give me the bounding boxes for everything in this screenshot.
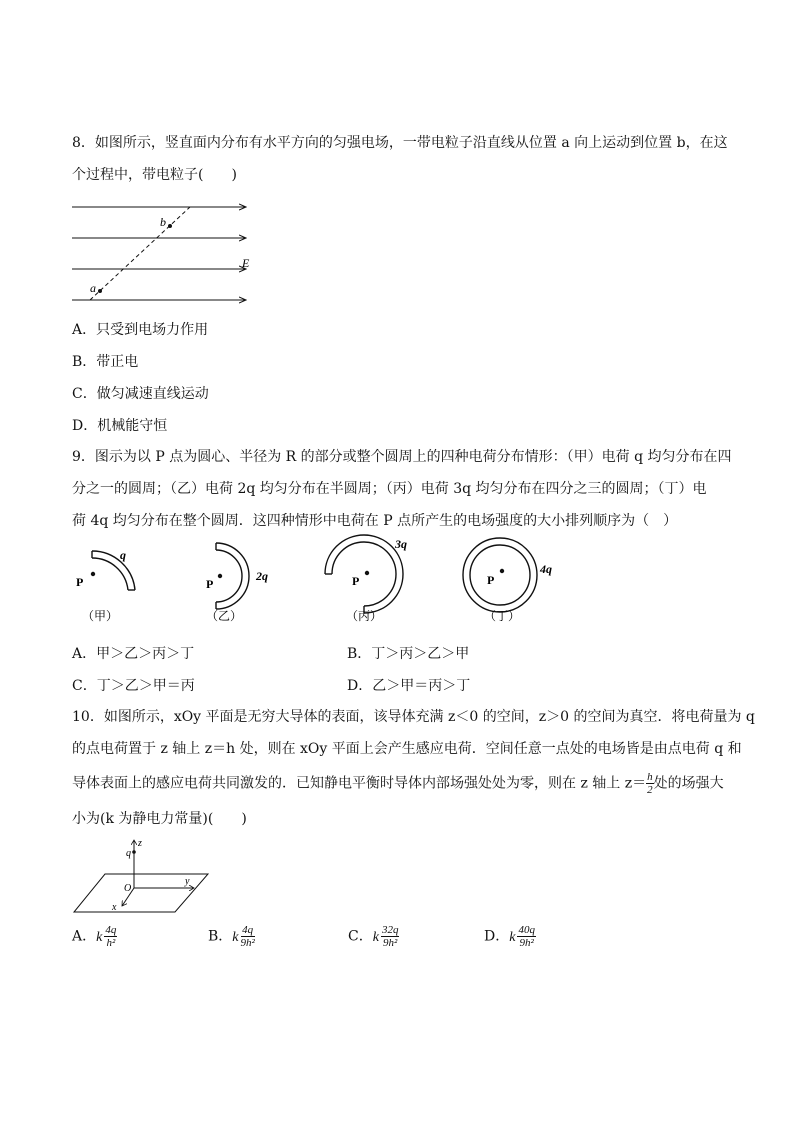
q8-option-d: D．机械能守恒 bbox=[72, 418, 168, 434]
svg-text:（甲）: （甲） bbox=[82, 609, 119, 623]
label-E: E bbox=[242, 256, 250, 270]
trajectory-dashed-line bbox=[90, 207, 190, 300]
q8-option-a: A．只受到电场力作用 bbox=[72, 322, 209, 338]
svg-text:x: x bbox=[112, 902, 117, 913]
q8-field-figure bbox=[70, 196, 260, 308]
q10-option-d: D．k $\frac{40q}{\text{9h²}}$ bbox=[484, 924, 535, 949]
svg-text:P: P bbox=[352, 574, 360, 588]
q9-option-a: A．甲＞乙＞丙＞丁 bbox=[72, 646, 195, 662]
label-b: b bbox=[160, 215, 166, 229]
svg-text:q: q bbox=[120, 548, 126, 562]
q9-option-b: B．丁＞丙＞乙＞甲 bbox=[347, 646, 470, 662]
q9-stem-line-2: 分之一的圆周；（乙）电荷 2q 均匀分布在半圆周；（丙）电荷 3q 均匀分布在四分之三的圆周；（丁）电 bbox=[72, 481, 707, 497]
figure-ding bbox=[463, 538, 552, 623]
q10-option-b: B．k $\frac{4q}{\text{9h²}}$ bbox=[208, 924, 255, 949]
svg-text:q: q bbox=[126, 848, 131, 859]
q10-stem-line-1: 10．如图所示，xOy 平面是无穷大导体的表面，该导体充满 z＜0 的空间，z＞0 的空间为真空．将电荷量为 q bbox=[72, 709, 755, 725]
q10-option-a: A．k $\frac{4q}{\text{h²}}$ bbox=[72, 924, 117, 949]
fraction-h-over-2: $\frac{h}{2}$ bbox=[647, 771, 653, 796]
svg-text:（丁）: （丁） bbox=[484, 609, 521, 623]
q10-stem-line-3: 导体表面上的感应电荷共同激发的．已知静电平衡时导体内部场强处处为零，则在 z 轴上 z＝ $\frac{h}{2}$ 处的场强大 bbox=[72, 771, 724, 796]
q9-option-d: D．乙＞甲＝丙＞丁 bbox=[347, 678, 471, 694]
svg-text:P: P bbox=[206, 577, 214, 591]
svg-text:（乙）: （乙） bbox=[206, 609, 243, 623]
charge-q-dot bbox=[132, 850, 136, 854]
label-a: a bbox=[90, 281, 96, 295]
svg-text:（丙）: （丙） bbox=[346, 609, 383, 623]
q8-stem-line-2: 个过程中，带电粒子( ) bbox=[72, 167, 237, 183]
q8-option-b: B．带正电 bbox=[72, 354, 139, 370]
svg-text:O: O bbox=[124, 883, 132, 894]
figure-yi bbox=[206, 543, 268, 623]
svg-text:3q: 3q bbox=[395, 537, 407, 551]
svg-text:4q: 4q bbox=[540, 562, 552, 576]
q9-stem-line-3: 荷 4q 均匀分布在整个圆周．这四种情形中电荷在 P 点所产生的电场强度的大小排列顺序为（ ） bbox=[72, 513, 678, 529]
q10-stem-line-2: 的点电荷置于 z 轴上 z＝h 处，则在 xOy 平面上会产生感应电荷．空间任意一点处的电场皆是由点电荷 q 和 bbox=[72, 741, 742, 757]
svg-text:P: P bbox=[76, 575, 84, 589]
figure-jia bbox=[76, 548, 135, 623]
q8-option-c: C．做匀减速直线运动 bbox=[72, 386, 209, 402]
q9-figures bbox=[70, 537, 552, 625]
point-b-dot bbox=[168, 224, 172, 228]
q9-option-c: C．丁＞乙＞甲＝丙 bbox=[72, 678, 195, 694]
q10-option-c: C．k $\frac{32q}{\text{9h²}}$ bbox=[348, 924, 399, 949]
svg-text:P: P bbox=[487, 573, 495, 587]
q10-coordinate-figure bbox=[72, 836, 212, 916]
q10-stem-line-4: 小为(k 为静电力常量)( ) bbox=[72, 811, 247, 827]
q8-stem-line-1: 8．如图所示，竖直面内分布有水平方向的匀强电场，一带电粒子沿直线从位置 a 向上运动到位置 b，在这 bbox=[72, 135, 728, 151]
q9-stem-line-1: 9．图示为以 P 点为圆心、半径为 R 的部分或整个圆周上的四种电荷分布情形：（甲）电荷 q 均匀分布在四 bbox=[72, 449, 732, 465]
svg-text:2q: 2q bbox=[256, 569, 268, 583]
svg-text:z: z bbox=[138, 838, 142, 849]
figure-bing bbox=[325, 535, 407, 623]
point-a-dot bbox=[98, 289, 102, 293]
svg-text:y: y bbox=[185, 876, 190, 887]
